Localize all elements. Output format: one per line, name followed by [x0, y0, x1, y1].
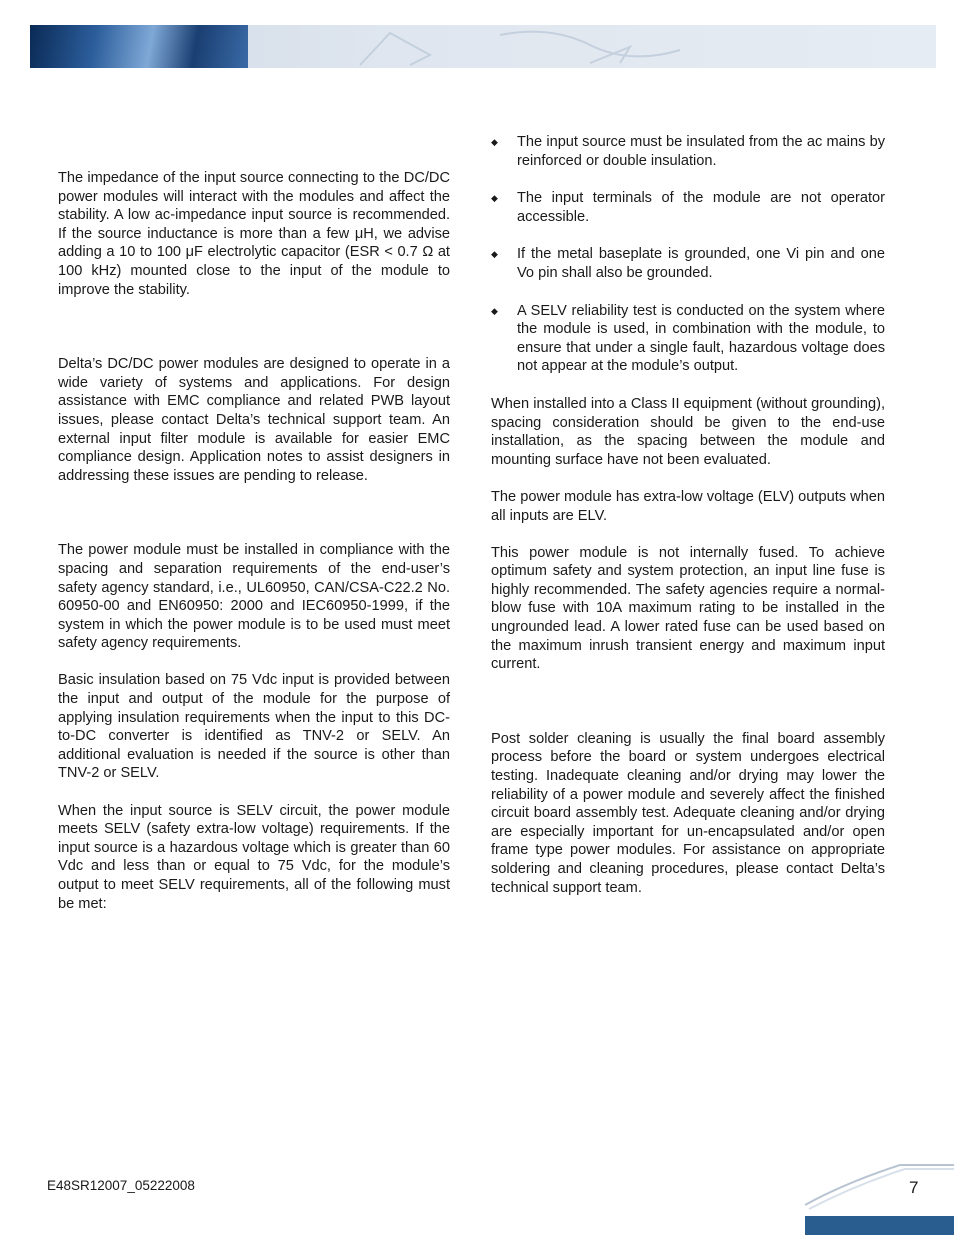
basic-insulation-paragraph: Basic insulation based on 75 Vdc input is provided between the input and output of the module for the purpose of applying insulation requirements when the input to this DC-to-DC converter is identified as TNV-2 or SELV. An additional evaluation is needed if the source is other than TNV-2 or SELV. — [58, 672, 450, 782]
selv-requirements-paragraph: When the input source is SELV circuit, the power module meets SELV (safety extra-low voltage) requirements. If the input source is a hazardous voltage which is greater than 60 Vdc and less than or equal to 75 Vdc, for the module’s output to meet SELV requirements, all of the following must be met: — [58, 802, 450, 912]
emc-paragraph: Delta’s DC/DC power modules are designed to operate in a wide variety of systems and applications. For design assistance with EMC compliance and related PWB layout issues, please contact Delta’s technical support team. An external input filter module is available for easier EMC compliance design. Application notes to assist designers in addressing these issues are pending to release. — [58, 356, 450, 484]
list-item: ◆ A SELV reliability test is conducted on the system where the module is used, in combination with the module, to ensure that under a single fault, hazardous voltage does not appear at the module’s output. — [491, 302, 885, 375]
banner-watermark-icon — [30, 25, 936, 68]
safety-installation-paragraph: The power module must be installed in compliance with the spacing and separation requirements of the end-user’s safety agency standard, i.e., UL60950, CAN/CSA-C22.2 No. 60950-00 and EN60950: 2000 and IEC60950-1999, if the system in which the power module is to be used must meet safety agency requirements. — [58, 542, 450, 652]
list-item: ◆ The input terminals of the module are not operator accessible. — [491, 190, 885, 225]
bullet-diamond-icon: ◆ — [491, 193, 498, 204]
fuse-paragraph: This power module is not internally fused. To achieve optimum safety and system protection, an input line fuse is highly recommended. The safety agencies require a normal-blow fuse with 10A maximum rating to be installed in the ungrounded lead. A lower rated fuse can be used based on the maximum inrush transient energy and maximum input current. — [491, 544, 885, 673]
bullet-diamond-icon: ◆ — [491, 249, 498, 260]
bullet-diamond-icon: ◆ — [491, 305, 498, 316]
input-source-impedance-paragraph: The impedance of the input source connecting to the DC/DC power modules will interact with the modules and affect the stability. A low ac-impedance input source is recommended. If the source inductance is more than a few μH, we advise adding a 10 to 100 μF electrolytic capacitor (ESR < 0.7 Ω at 100 kHz) mounted close to the input of the module to improve the stability. — [58, 170, 450, 298]
footer-corner-graphic-icon — [805, 1163, 954, 1235]
cleaning-paragraph: Post solder cleaning is usually the final board assembly process before the board or system undergoes electrical testing. Inadequate cleaning and/or drying may lower the reliability of a power module and severely affect the finished circuit board assembly test. Adequate cleaning and/or drying are especially important for un-encapsulated and/or open frame type power modules. For assistance on appropriate soldering and cleaning procedures, please contact Delta’s technical support team. — [491, 730, 885, 896]
list-item: ◆ If the metal baseplate is grounded, one Vi pin and one Vo pin shall also be grounded. — [491, 246, 885, 281]
left-column — [58, 169, 450, 913]
right-column — [491, 133, 885, 897]
page-number: 7 — [909, 1178, 919, 1197]
elv-paragraph: The power module has extra-low voltage (ELV) outputs when all inputs are ELV. — [491, 488, 885, 524]
class-ii-paragraph: When installed into a Class II equipment (without grounding), spacing consideration should be given to the end-use installation, as the spacing between the module and mounting surface have not been evaluated. — [491, 395, 885, 468]
list-item: ◆ The input source must be insulated from the ac mains by reinforced or double insulation. — [491, 134, 885, 169]
selv-bullet-list — [491, 133, 885, 376]
document-code: E48SR12007_05222008 — [47, 1178, 195, 1193]
header-banner — [30, 25, 936, 68]
bullet-diamond-icon: ◆ — [491, 137, 498, 147]
